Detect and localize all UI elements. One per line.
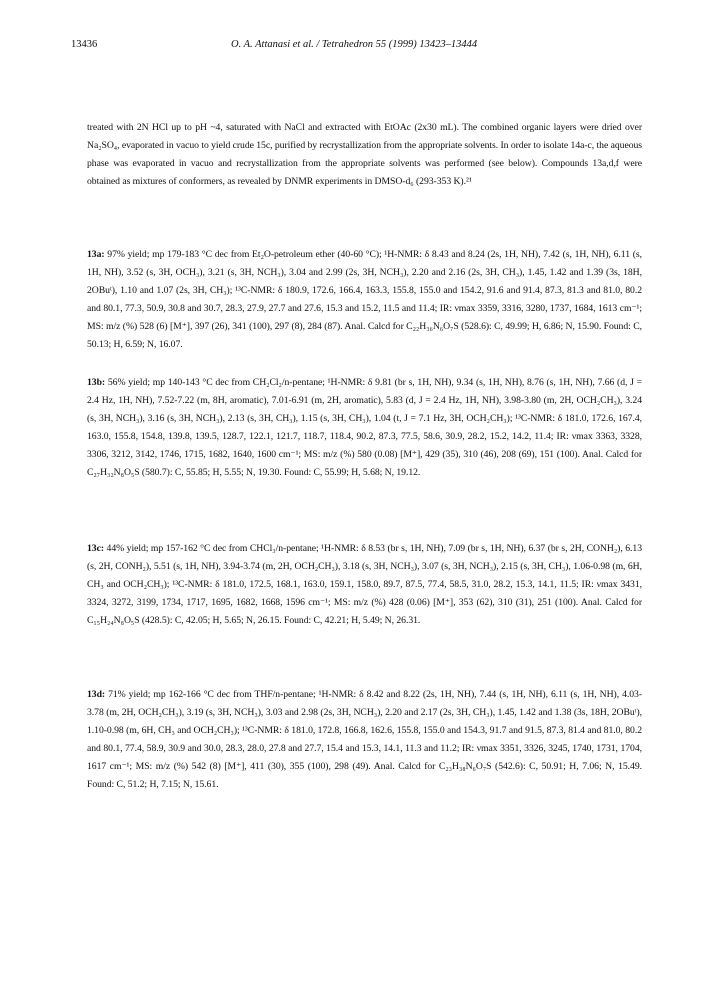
- compound-label: 13c:: [87, 543, 105, 554]
- compound-label: 13a:: [87, 249, 105, 260]
- compound-data: 71% yield; mp 162-166 °C dec from THF/n-pentane; ¹H-NMR: δ 8.42 and 8.22 (2s, 1H, NH), 7.44 (s, 1H, NH), 6.11 (s, 1H, NH), 4.03-3.78 (m, 2H, OCH₂CH₃), 3.19 (s, 3H, NCH₃), 3.03 and 2.98 (2s, 3H, NCH₃), 2.20 and 2.17 (2s, 3H, CH₃), 1.45, 1.42 and 1.38 (3s, 18H, 2OBuᵗ), 1.10-0.98 (m, 6H, CH₃ and OCH₂CH₃); ¹³C-NMR: δ 181.0, 172.8, 166.8, 162.6, 155.8, 155.0 and 154.3, 91.7 and 91.5, 87.3, 81.4 and 81.0, 80.2 and 80.1, 77.4, 58.9, 30.9 and 30.0, 28.3, 28.0, 27.8 and 27.7, 15.4 and 15.3, 14.1, 11.3 and 11.2; IR: νmax 3351, 3326, 3245, 1740, 1731, 1704, 1617 cm⁻¹; MS: m/z (%) 542 (8) [M⁺], 411 (30), 355 (100), 298 (49). Anal. Calcd for C₂₃H₃₈N₆O₇S (542.6): C, 50.91; H, 7.06; N, 15.49. Found: C, 51.2; H, 7.15; N, 15.61.: [87, 689, 642, 790]
- page-header: [71, 39, 651, 55]
- intro-paragraph: treated with 2N HCl up to pH ~4, saturated with NaCl and extracted with EtOAc (2x30 mL). The combined organic layers were dried over Na₂SO₄, evaporated in vacuo to yield crude 15c, purified by recrystallization from the appropriate solvents. In order to isolate 14a-c, the aqueous phase was evaporated in vacuo and recrystallization from the appropriate solvents was performed (see below). Compounds 13a,d,f were obtained as mixtures of conformers, as revealed by DNMR experiments in DMSO-d₆ (293-353 K).²¹: [87, 122, 642, 187]
- compound-entry-13b: [87, 374, 642, 482]
- compound-label: 13d:: [87, 689, 106, 700]
- compound-data: 56% yield; mp 140-143 °C dec from CH₂Cl₂/n-pentane; ¹H-NMR: δ 9.81 (br s, 1H, NH), 9.34 (s, 1H, NH), 8.76 (s, 1H, NH), 7.66 (d, J = 2.4 Hz, 1H, NH), 7.52-7.22 (m, 8H, aromatic), 7.01-6.91 (m, 2H, aromatic), 5.83 (d, J = 2.4 Hz, 1H, NH), 3.98-3.80 (m, 2H, OCH₂CH₃), 3.24 (s, 3H, NCH₃), 3.16 (s, 3H, NCH₃), 2.13 (s, 3H, CH₃), 1.15 (s, 3H, CH₃), 1.04 (t, J = 7.1 Hz, 3H, OCH₂CH₃); ¹³C-NMR: δ 181.0, 172.6, 167.4, 163.0, 155.8, 154.8, 139.8, 139.5, 128.7, 122.1, 121.7, 118.7, 118.4, 90.2, 87.3, 77.5, 58.6, 30.9, 28.2, 15.2, 14.2, 11.4; IR: νmax 3363, 3328, 3306, 3212, 3142, 1746, 1715, 1682, 1640, 1600 cm⁻¹; MS: m/z (%) 580 (0.08) [M⁺], 429 (35), 310 (46), 208 (69), 151 (100). Anal. Calcd for C₂₇H₃₂N₈O₅S (580.7): C, 55.85; H, 5.55; N, 19.30. Found: C, 55.99; H, 5.68; N, 19.12.: [87, 377, 642, 478]
- compound-entry-13c: [87, 540, 642, 630]
- compound-label: 13b:: [87, 377, 106, 388]
- compound-data: 97% yield; mp 179-183 °C dec from Et₂O-petroleum ether (40-60 °C); ¹H-NMR: δ 8.43 and 8.24 (2s, 1H, NH), 7.42 (s, 1H, NH), 6.11 (s, 1H, NH), 3.52 (s, 3H, OCH₃), 3.21 (s, 3H, NCH₃), 3.04 and 2.99 (2s, 3H, NCH₃), 2.20 and 2.16 (2s, 3H, CH₃), 1.45, 1.42 and 1.39 (3s, 18H, 2OBuᵗ), 1.10 and 1.07 (2s, 3H, CH₃); ¹³C-NMR: δ 180.9, 172.6, 166.4, 163.3, 155.8, 155.0 and 154.2, 91.6 and 91.4, 87.3, 81.3 and 81.0, 80.2 and 80.1, 77.3, 50.9, 30.8 and 30.7, 28.3, 27.9, 27.7 and 27.6, 15.3 and 15.2, 11.5 and 11.4; IR: νmax 3359, 3316, 3280, 1737, 1684, 1613 cm⁻¹; MS: m/z (%) 528 (6) [M⁺], 397 (26), 341 (100), 297 (8), 284 (87). Anal. Calcd for C₂₂H₃₆N₆O₇S (528.6): C, 49.99; H, 6.86; N, 15.90. Found: C, 50.13; H, 6.59; N, 16.07.: [87, 249, 642, 350]
- compound-data: 44% yield; mp 157-162 °C dec from CHCl₃/n-pentane; ¹H-NMR: δ 8.53 (br s, 1H, NH), 7.09 (br s, 1H, NH), 6.37 (br s, 2H, CONH₂), 6.13 (s, 2H, CONH₂), 5.51 (s, 1H, NH), 3.94-3.74 (m, 2H, OCH₂CH₃), 3.18 (s, 3H, NCH₃), 3.07 (s, 3H, NCH₃), 2.15 (s, 3H, CH₃), 1.06-0.98 (m, 6H, CH₃ and OCH₂CH₃); ¹³C-NMR: δ 181.0, 172.5, 168.1, 163.0, 159.1, 158.0, 89.7, 87.5, 77.4, 58.5, 31.0, 28.2, 15.3, 14.1, 11.5; IR: νmax 3431, 3324, 3272, 3199, 1734, 1717, 1695, 1682, 1668, 1596 cm⁻¹; MS: m/z (%) 428 (0.06) [M⁺], 353 (62), 310 (31), 251 (100). Anal. Calcd for C₁₅H₂₄N₈O₅S (428.5): C, 42.05; H, 5.65; N, 26.15. Found: C, 42.21; H, 5.49; N, 26.31.: [87, 543, 642, 626]
- compound-entry-13d: [87, 686, 642, 794]
- page-number: 13436: [71, 39, 98, 50]
- running-title: O. A. Attanasi et al. / Tetrahedron 55 (1999) 13423–13444: [231, 39, 478, 50]
- compound-entry-13a: [87, 246, 642, 354]
